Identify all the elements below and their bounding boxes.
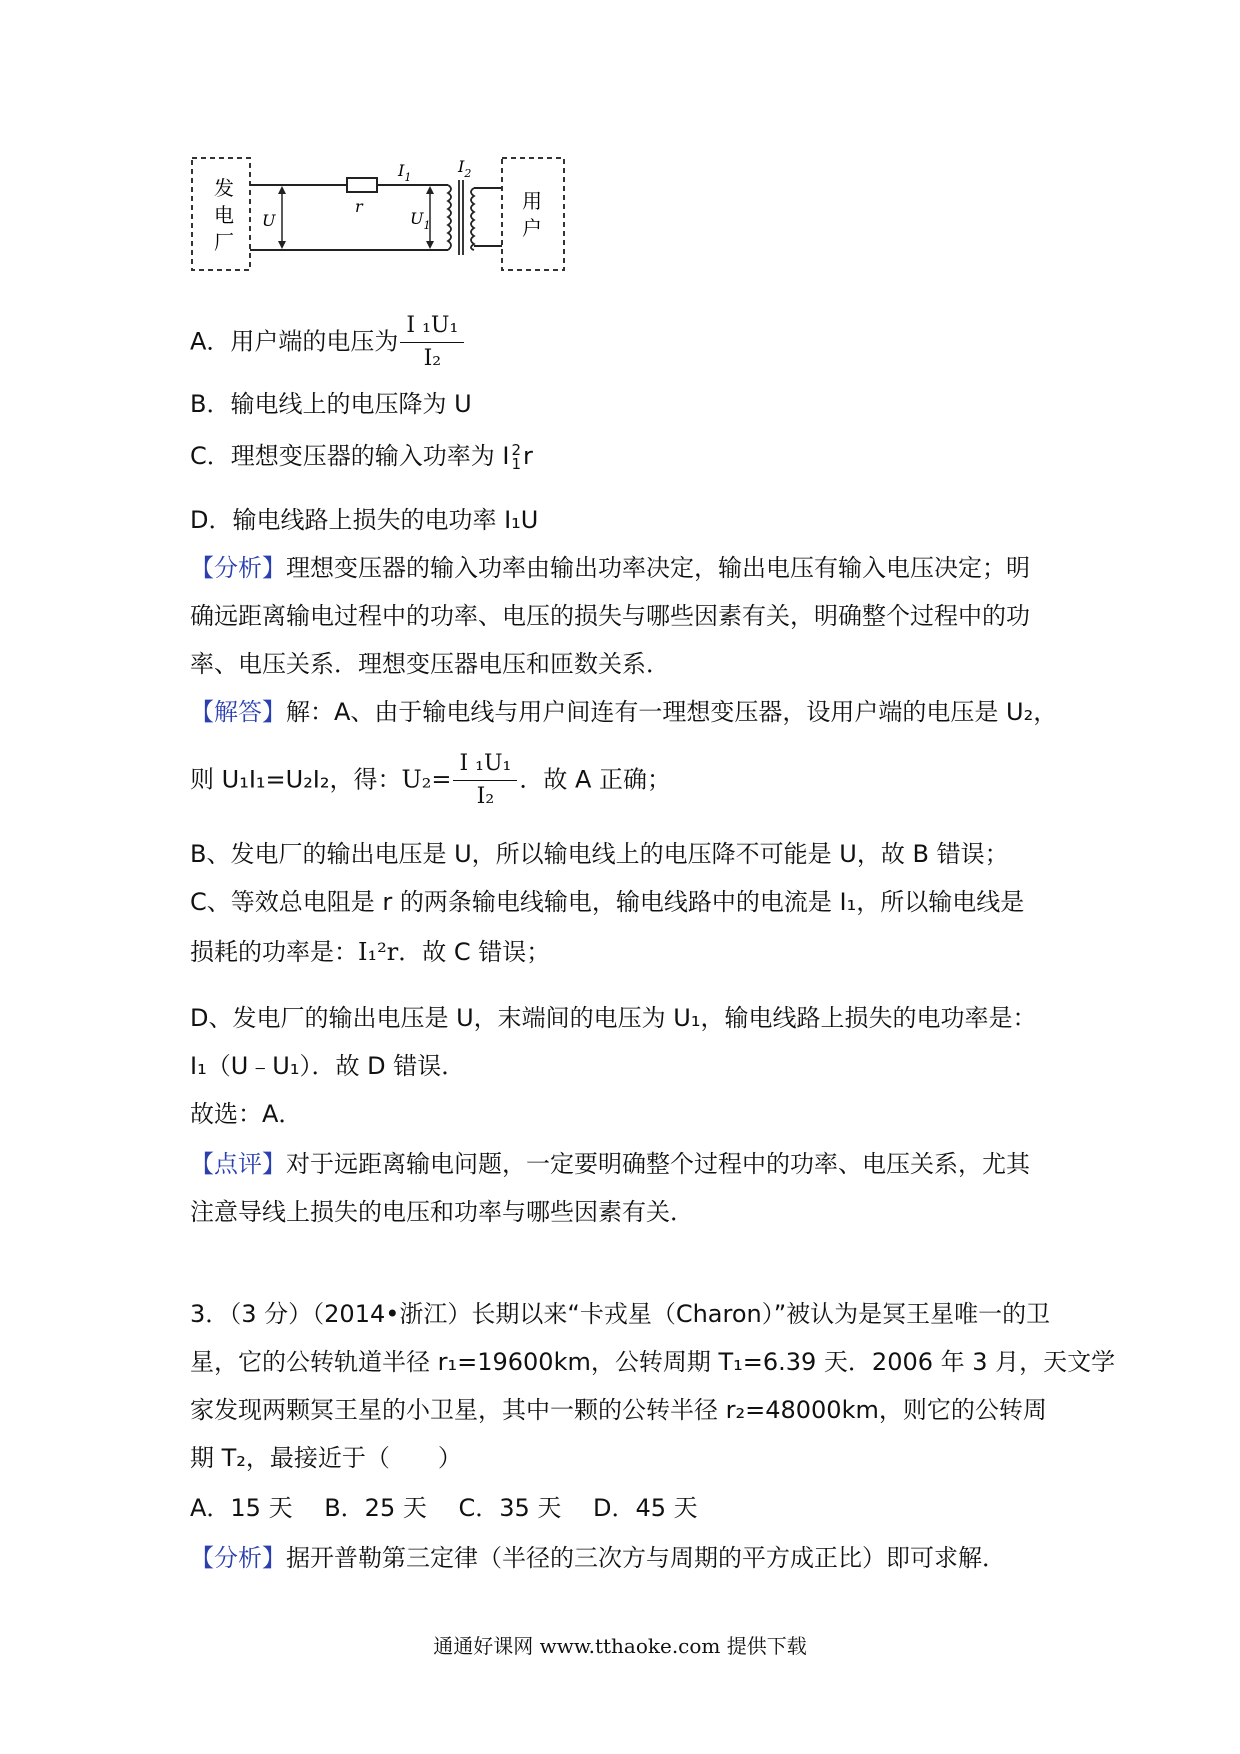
question3-line-1: 3．（3 分）（2014•浙江）长期以来“卡戎星（Charon）”被认为是冥王星唯一的卫 bbox=[190, 1300, 1051, 1328]
option-c: C．理想变压器的输入功率为 I 2 1 r bbox=[190, 441, 533, 473]
option-c-script: 2 1 bbox=[511, 441, 522, 473]
question3-analysis-tag: 【分析】 bbox=[190, 1544, 286, 1572]
analysis-line-1: 【分析】理想变压器的输入功率由输出功率决定，输出电压有输入电压决定；明 bbox=[190, 554, 1030, 582]
plant-label-1: 发 bbox=[214, 176, 234, 200]
option-d: D．输电线路上损失的电功率 I₁U bbox=[190, 506, 539, 534]
answer-line-5: 损耗的功率是：I₁²r．故 C 错误； bbox=[190, 938, 551, 966]
I1-label: $I_1$ bbox=[398, 161, 412, 184]
option-a-denominator: I₂ bbox=[423, 346, 442, 371]
U-label: U bbox=[262, 211, 276, 230]
option-c-text: C．理想变压器的输入功率为 I bbox=[190, 442, 510, 470]
analysis-tag: 【分析】 bbox=[190, 554, 286, 582]
answer-line-4: C、等效总电阻是 r 的两条输电线输电，输电线路中的电流是 I₁，所以输电线是 bbox=[190, 888, 1025, 916]
comment-line-1: 【点评】对于远距离输电问题，一定要明确整个过程中的功率、电压关系，尤其 bbox=[190, 1150, 1030, 1178]
answer-tag: 【解答】 bbox=[190, 698, 286, 726]
option-a-fraction bbox=[400, 312, 464, 373]
analysis-line-3: 率、电压关系．理想变压器电压和匝数关系． bbox=[190, 650, 670, 678]
user-label-1: 用 bbox=[522, 189, 542, 213]
analysis-line-2: 确远距离输电过程中的功率、电压的损失与哪些因素有关，明确整个过程中的功 bbox=[190, 602, 1030, 630]
option-a bbox=[190, 312, 466, 373]
r-label: r bbox=[355, 197, 363, 216]
question3-analysis: 【分析】据开普勒第三定律（半径的三次方与周期的平方成正比）即可求解． bbox=[190, 1544, 1006, 1572]
secondary-coil bbox=[471, 188, 474, 250]
answer-line-1: 【解答】解：A、由于输电线与用户间连有一理想变压器，设用户端的电压是 U₂， bbox=[190, 698, 1058, 726]
question3-line-2: 星，它的公转轨道半径 r₁=19600km，公转周期 T₁=6.39 天．2006 年 3 月，天文学 bbox=[190, 1348, 1116, 1376]
U1-label: $U_1$ bbox=[410, 209, 431, 232]
question3-options: A．15 天 B．25 天 C．35 天 D．45 天 bbox=[190, 1494, 698, 1522]
comment-line-2: 注意导线上损失的电压和功率与哪些因素有关． bbox=[190, 1198, 694, 1226]
answer-line-2: 则 U₁I₁=U₂I₂，得：U₂= $\frac{\text{I ₁U₁}}{\text{I₂}}$ ．故 A 正确； bbox=[190, 751, 672, 809]
option-a-numerator: I ₁U₁ bbox=[400, 312, 464, 343]
resistor-r bbox=[347, 178, 377, 192]
question3-line-3: 家发现两颗冥王星的小卫星，其中一颗的公转半径 r₂=48000km，则它的公转周 bbox=[190, 1396, 1047, 1424]
comment-tag: 【点评】 bbox=[190, 1150, 286, 1178]
user-box bbox=[502, 158, 564, 270]
answer-line-7: I₁（U﹣U₁）．故 D 错误． bbox=[190, 1052, 466, 1080]
answer-line-6: D、发电厂的输出电压是 U，末端间的电压为 U₁，输电线路上损失的电功率是： bbox=[190, 1004, 1037, 1032]
plant-label-2: 电 bbox=[214, 203, 234, 227]
question3-line-4: 期 T₂，最接近于（ ） bbox=[190, 1444, 462, 1472]
transmission-circuit-diagram bbox=[190, 150, 610, 280]
option-a-text: A．用户端的电压为 bbox=[190, 327, 399, 356]
I2-label: $I_2$ bbox=[458, 157, 472, 180]
option-b: B．输电线上的电压降为 U bbox=[190, 390, 472, 418]
answer-line-3: B、发电厂的输出电压是 U，所以输电线上的电压降不可能是 U，故 B 错误； bbox=[190, 840, 1009, 868]
answer-fraction: $\frac{\text{I ₁U₁}}{\text{I₂}}$ bbox=[453, 750, 517, 811]
answer-line-8: 故选：A． bbox=[190, 1100, 303, 1128]
plant-label-3: 厂 bbox=[214, 230, 234, 254]
page-footer: 通通好课网 www.tthaoke.com 提供下载 bbox=[433, 1634, 807, 1658]
user-label-2: 户 bbox=[522, 216, 542, 240]
primary-coil bbox=[448, 185, 451, 250]
